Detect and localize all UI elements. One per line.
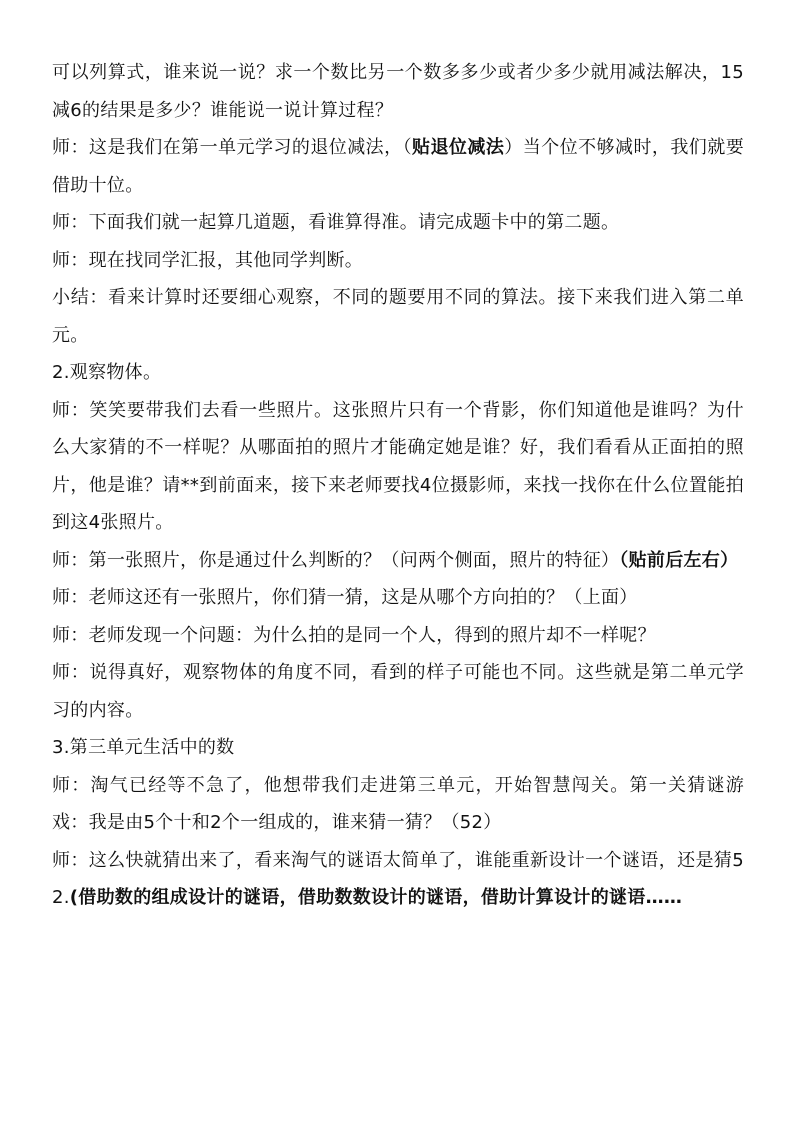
paragraph-14-bold: (借助数的组成设计的谜语，借助数数设计的谜语，借助计算设计的谜语…… [69, 887, 683, 908]
paragraph-9-text: 师：老师这还有一张照片，你们猜一猜，这是从哪个方向拍的？（上面） [52, 587, 638, 608]
paragraph-1 [52, 54, 744, 129]
paragraph-8-bold: （贴前后左右） [619, 549, 739, 571]
paragraph-5-text: 小结：看来计算时还要细心观察，不同的题要用不同的算法。接下来我们进入第二单元。 [52, 287, 744, 346]
paragraph-8-text: 师：第一张照片，你是通过什么判断的？（问两个侧面，照片的特征） [52, 549, 620, 571]
paragraph-5 [52, 279, 744, 354]
paragraph-10-text: 师：老师发现一个问题：为什么拍的是同一个人，得到的照片却不一样呢？ [52, 624, 656, 646]
paragraph-14 [52, 842, 744, 917]
paragraph-4-text: 师：现在找同学汇报，其他同学判断。 [52, 249, 364, 271]
paragraph-1-text: 可以列算式，谁来说一说？求一个数比另一个数多多少或者少多少就用减法解决，15减6的结果是多少？谁能说一说计算过程？ [52, 62, 744, 121]
paragraph-8 [52, 542, 744, 580]
paragraph-4 [52, 242, 744, 280]
paragraph-14-text: 师：这么快就猜出来了，看来淘气的谜语太简单了，谁能重新设计一个谜语，还是猜52. [52, 849, 744, 908]
section-heading-3-text: 3.第三单元生活中的数 [52, 737, 235, 758]
paragraph-7-text: 师：笑笑要带我们去看一些照片。这张照片只有一个背影，你们知道他是谁吗？为什么大家猜的不一样呢？从哪面拍的照片才能确定她是谁？好，我们看看从正面拍的照片，他是谁？请**到前面来，接下来老师要找4位摄影师，来找一找你在什么位置能拍到这4张照片。 [52, 399, 744, 533]
paragraph-2-text: 师：这是我们在第一单元学习的退位减法，（ [52, 137, 413, 158]
section-heading-2 [52, 354, 744, 392]
section-heading-2-text: 2.观察物体。 [52, 362, 162, 383]
paragraph-2 [52, 129, 744, 204]
paragraph-11 [52, 654, 744, 729]
paragraph-2-after: ）当个位不够减时，我们就要借助十位。 [52, 137, 745, 196]
paragraph-13-text: 师：淘气已经等不急了，他想带我们走进第三单元，开始智慧闯关。第一关猜谜游戏：我是由5个十和2个一组成的，谁来猜一猜？（52） [52, 774, 744, 833]
paragraph-2-bold: 贴退位减法 [412, 137, 505, 158]
paragraph-9 [52, 579, 744, 617]
section-heading-3 [52, 729, 744, 767]
paragraph-13 [52, 767, 744, 842]
paragraph-3 [52, 204, 744, 242]
paragraph-7 [52, 392, 744, 542]
document-body [52, 54, 744, 917]
paragraph-11-text: 师：说得真好，观察物体的角度不同，看到的样子可能也不同。这些就是第二单元学习的内容。 [52, 662, 744, 721]
paragraph-10 [52, 617, 744, 655]
paragraph-3-text: 师：下面我们就一起算几道题，看谁算得准。请完成题卡中的第二题。 [52, 212, 620, 233]
